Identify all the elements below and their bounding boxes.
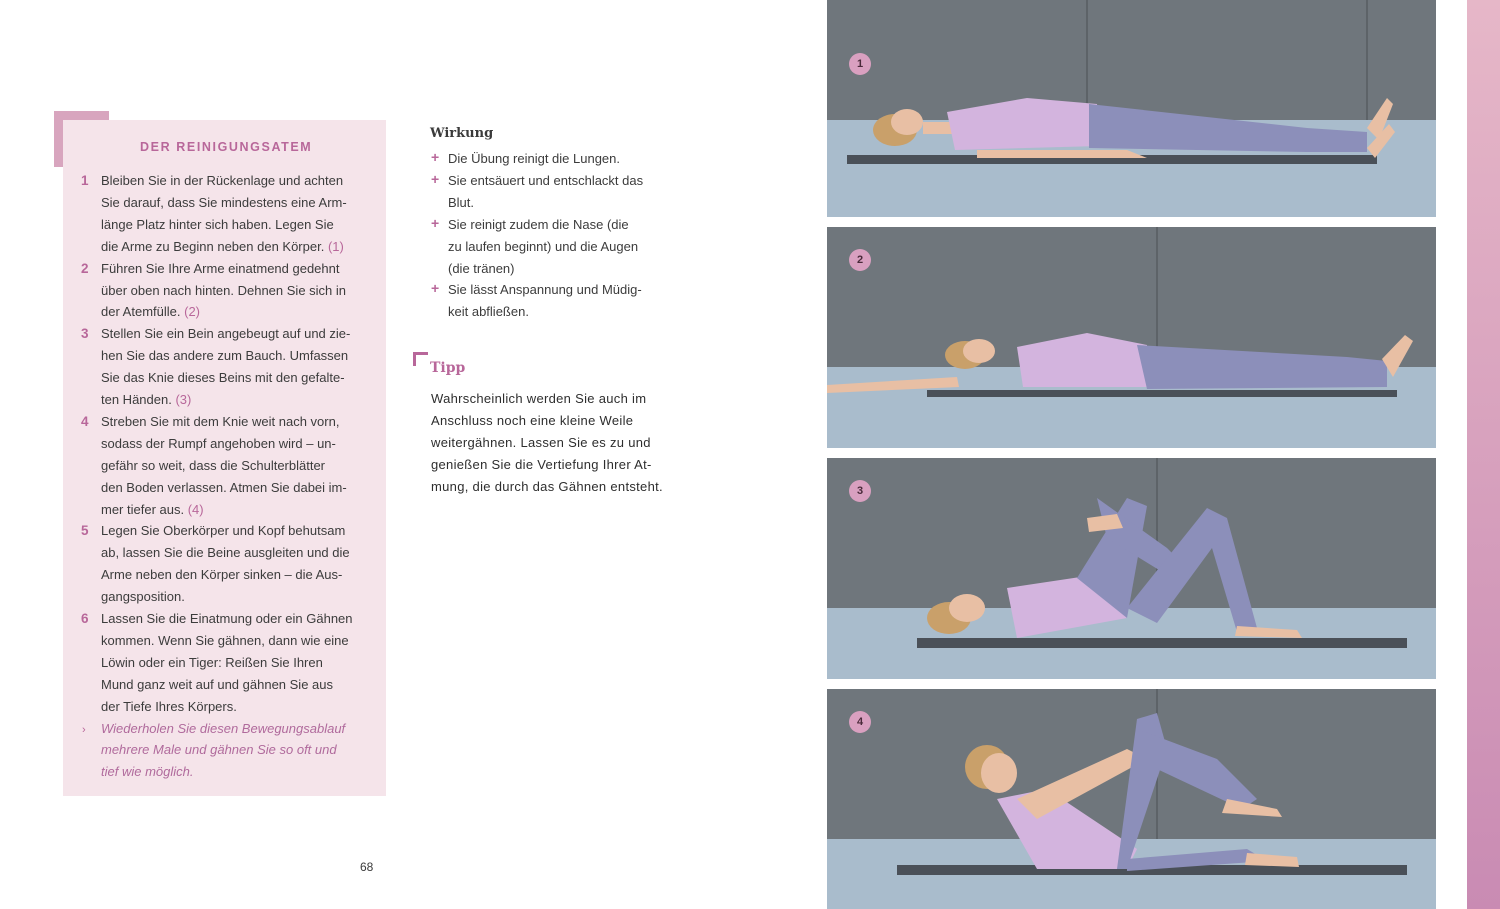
- effect-text-line: zu laufen beginnt) und die Augen: [448, 238, 639, 254]
- step-text: Bleiben Sie in der Rückenlage und achten: [101, 173, 344, 188]
- step-text-line: [101, 436, 381, 451]
- step-text: den Boden verlassen. Atmen Sie dabei im-: [101, 479, 347, 495]
- photo-badge: 2: [849, 249, 871, 271]
- step-number: 5: [81, 523, 89, 539]
- repeat-note-line: mehrere Male und gähnen Sie so oft und: [101, 742, 337, 758]
- tip-text-line: Anschluss noch eine kleine Weile: [431, 412, 634, 428]
- effect-text-line: Die Übung reinigt die Lungen.: [448, 151, 621, 166]
- step-text: Sie darauf, dass Sie mindestens eine Arm-: [101, 194, 347, 210]
- effect-text-line: keit abfließen.: [448, 304, 529, 320]
- step-text-line: [101, 567, 381, 582]
- tip-title: Tipp: [430, 360, 466, 376]
- photo-3: [827, 458, 1436, 679]
- step-text-line: [101, 261, 381, 276]
- step-text-line: [101, 545, 381, 560]
- step-text: hen Sie das andere zum Bauch. Umfassen: [101, 348, 349, 364]
- step-text-line: [101, 699, 381, 714]
- tip-text-line: weitergähnen. Lassen Sie es zu und: [431, 434, 651, 450]
- step-text: ab, lassen Sie die Beine ausgleiten und die: [101, 545, 350, 561]
- step-text: Löwin oder ein Tiger: Reißen Sie Ihren: [101, 654, 323, 670]
- step-number: 2: [81, 260, 89, 276]
- effect-text-line: Sie reinigt zudem die Nase (die: [448, 216, 629, 232]
- photo-badge: 4: [849, 711, 871, 733]
- step-text-line: [101, 589, 381, 604]
- step-text: mer tiefer aus.: [101, 501, 185, 517]
- step-text: die Arme zu Beginn neben den Körper.: [101, 238, 325, 254]
- photo-reference: (2): [184, 304, 201, 320]
- step-text: der Atemfülle.: [101, 304, 181, 320]
- effect-text-line: Sie entsäuert und entschlackt das: [448, 172, 644, 188]
- step-text-line: [101, 523, 381, 538]
- step-number: 1: [81, 173, 89, 188]
- effects-title: Wirkung: [430, 126, 494, 141]
- effect-text-line: Blut.: [448, 194, 475, 210]
- step-text-line: [101, 414, 381, 429]
- repeat-note-line: Wiederholen Sie diesen Bewegungsablauf: [101, 720, 346, 736]
- exercise-title: DER REINIGUNGSATEM: [140, 140, 313, 154]
- step-text-line: [101, 304, 381, 319]
- step-text: Führen Sie Ihre Arme einatmend gedehnt: [101, 260, 340, 276]
- step-text: ten Händen.: [101, 392, 172, 407]
- step-text-line: [101, 217, 381, 232]
- page-number: 68: [360, 860, 374, 874]
- step-number: 6: [81, 611, 89, 626]
- step-text-line: [101, 239, 381, 254]
- step-text-line: [101, 173, 381, 188]
- step-text: Mund ganz weit auf und gähnen Sie aus: [101, 676, 334, 692]
- step-text-line: [101, 480, 381, 495]
- step-text: länge Platz hinter sich haben. Legen Sie: [101, 216, 334, 232]
- plus-icon: +: [431, 280, 440, 297]
- photo-badge: 3: [849, 480, 871, 502]
- step-text: sodass der Rumpf angehoben wird – un-: [101, 435, 336, 451]
- step-text: gefähr so weit, dass die Schulterblätter: [101, 457, 326, 473]
- step-number: 4: [81, 413, 89, 429]
- step-text-line: [101, 370, 381, 385]
- step-text-line: [101, 677, 381, 692]
- step-text-line: [101, 195, 381, 210]
- tip-text-line: Wahrscheinlich werden Sie auch im: [431, 391, 647, 406]
- step-text: Sie das Knie dieses Beins mit den gefalte-: [101, 370, 345, 386]
- photo-1: [827, 0, 1436, 217]
- effect-text-line: (die tränen): [448, 260, 515, 276]
- step-text: gangsposition.: [101, 589, 185, 605]
- step-text: Legen Sie Oberkörper und Kopf behutsam: [101, 523, 346, 539]
- plus-icon: +: [431, 214, 440, 231]
- plus-icon: +: [431, 149, 440, 165]
- step-text-line: [101, 283, 381, 298]
- photo-reference: (4): [187, 501, 204, 517]
- tip-text-line: genießen Sie die Vertiefung Ihrer At-: [431, 456, 652, 472]
- tip-corner-bracket: [413, 352, 428, 366]
- step-text-line: [101, 655, 381, 670]
- step-text: Streben Sie mit dem Knie weit nach vorn,: [101, 413, 340, 429]
- step-text: Arme neben den Körper sinken – die Aus-: [101, 567, 343, 583]
- step-text-line: [101, 611, 381, 626]
- plus-icon: +: [431, 170, 440, 187]
- step-text-line: [101, 458, 381, 473]
- arrow-right-icon: ›: [82, 723, 86, 736]
- repeat-note-line: tief wie möglich.: [101, 764, 194, 780]
- tip-text-line: mung, die durch das Gähnen entsteht.: [431, 478, 663, 494]
- page-edge-stripe: [1467, 0, 1500, 909]
- step-text: über oben nach hinten. Dehnen Sie sich in: [101, 282, 347, 298]
- photo-reference: (1): [327, 238, 344, 254]
- step-text-line: [101, 392, 381, 407]
- step-text: Lassen Sie die Einatmung oder ein Gähnen: [101, 611, 353, 626]
- step-text-line: [101, 502, 381, 517]
- step-number: 3: [81, 326, 89, 342]
- step-text: der Tiefe Ihres Körpers.: [101, 698, 237, 714]
- effect-text-line: Sie lässt Anspannung und Müdig-: [448, 282, 642, 298]
- photo-2: [827, 227, 1436, 448]
- photo-badge: 1: [849, 53, 871, 75]
- step-text: Stellen Sie ein Bein angebeugt auf und zie-: [101, 326, 351, 342]
- step-text-line: [101, 633, 381, 648]
- photo-reference: (3): [175, 392, 192, 407]
- photo-4: [827, 689, 1436, 909]
- step-text-line: [101, 348, 381, 363]
- step-text: kommen. Wenn Sie gähnen, dann wie eine: [101, 632, 349, 648]
- step-text-line: [101, 326, 381, 341]
